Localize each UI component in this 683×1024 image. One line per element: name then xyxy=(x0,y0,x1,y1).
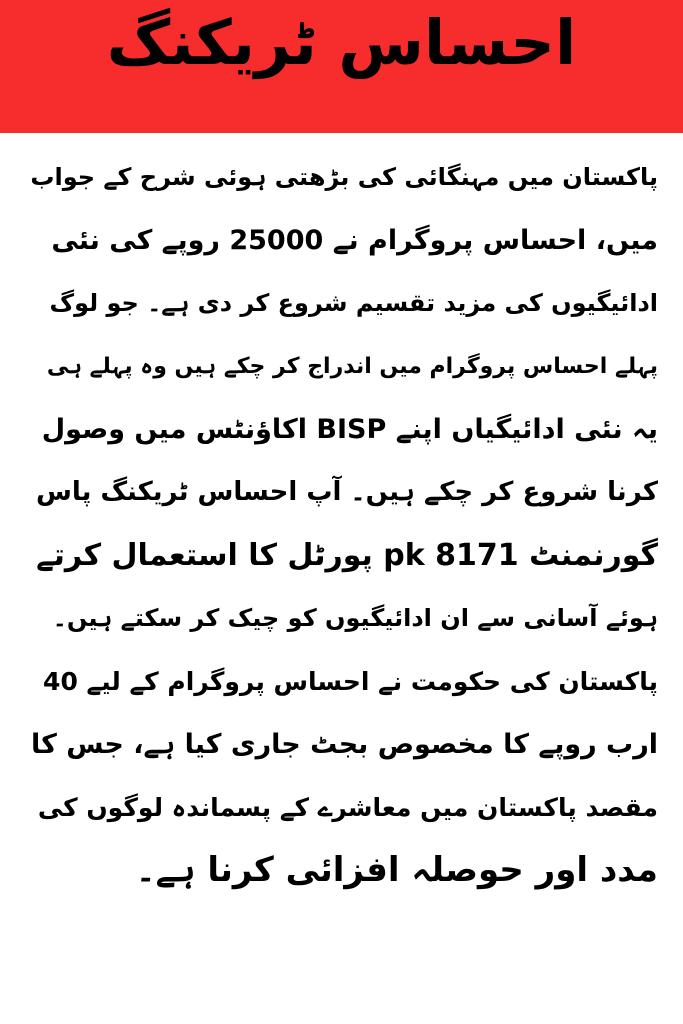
article-line: پہلے احساس پروگرام میں اندراج کر چکے ہیں وہ پہلے ہی xyxy=(46,354,658,379)
article-line: پاکستان کی حکومت نے احساس پروگرام کے لیے 40 xyxy=(43,667,658,696)
article-line: ارب روپے کا مخصوص بجٹ جاری کیا ہے، جس کا xyxy=(31,729,658,760)
article-line: ہوئے آسانی سے ان ادائیگیوں کو چیک کر سکتے ہیں۔ xyxy=(52,604,658,632)
article-line: مقصد پاکستان میں معاشرے کے پسماندہ لوگوں کی xyxy=(37,793,658,822)
article-line: کرنا شروع کر چکے ہیں۔ آپ احساس ٹریکنگ پاس xyxy=(35,477,658,507)
article-line: پاکستان میں مہنگائی کی بڑھتی ہوئی شرح کے جواب xyxy=(30,163,658,191)
article-line: ادائیگیوں کی مزید تقسیم شروع کر دی ہے۔ جو لوگ xyxy=(49,289,658,317)
article-line: میں، احساس پروگرام نے 25000 روپے کی نئی xyxy=(51,225,658,256)
page-title: احساس ٹریکنگ xyxy=(106,5,577,79)
article-body xyxy=(30,146,658,1016)
article-line: مدد اور حوصلہ افزائی کرنا ہے۔ xyxy=(135,850,658,890)
article-line: گورنمنٹ pk 8171 پورٹل کا استعمال کرتے xyxy=(36,538,658,573)
title-banner xyxy=(0,0,683,133)
article-line: یہ نئی ادائیگیاں اپنے BISP اکاؤنٹس میں وصول xyxy=(41,414,658,445)
